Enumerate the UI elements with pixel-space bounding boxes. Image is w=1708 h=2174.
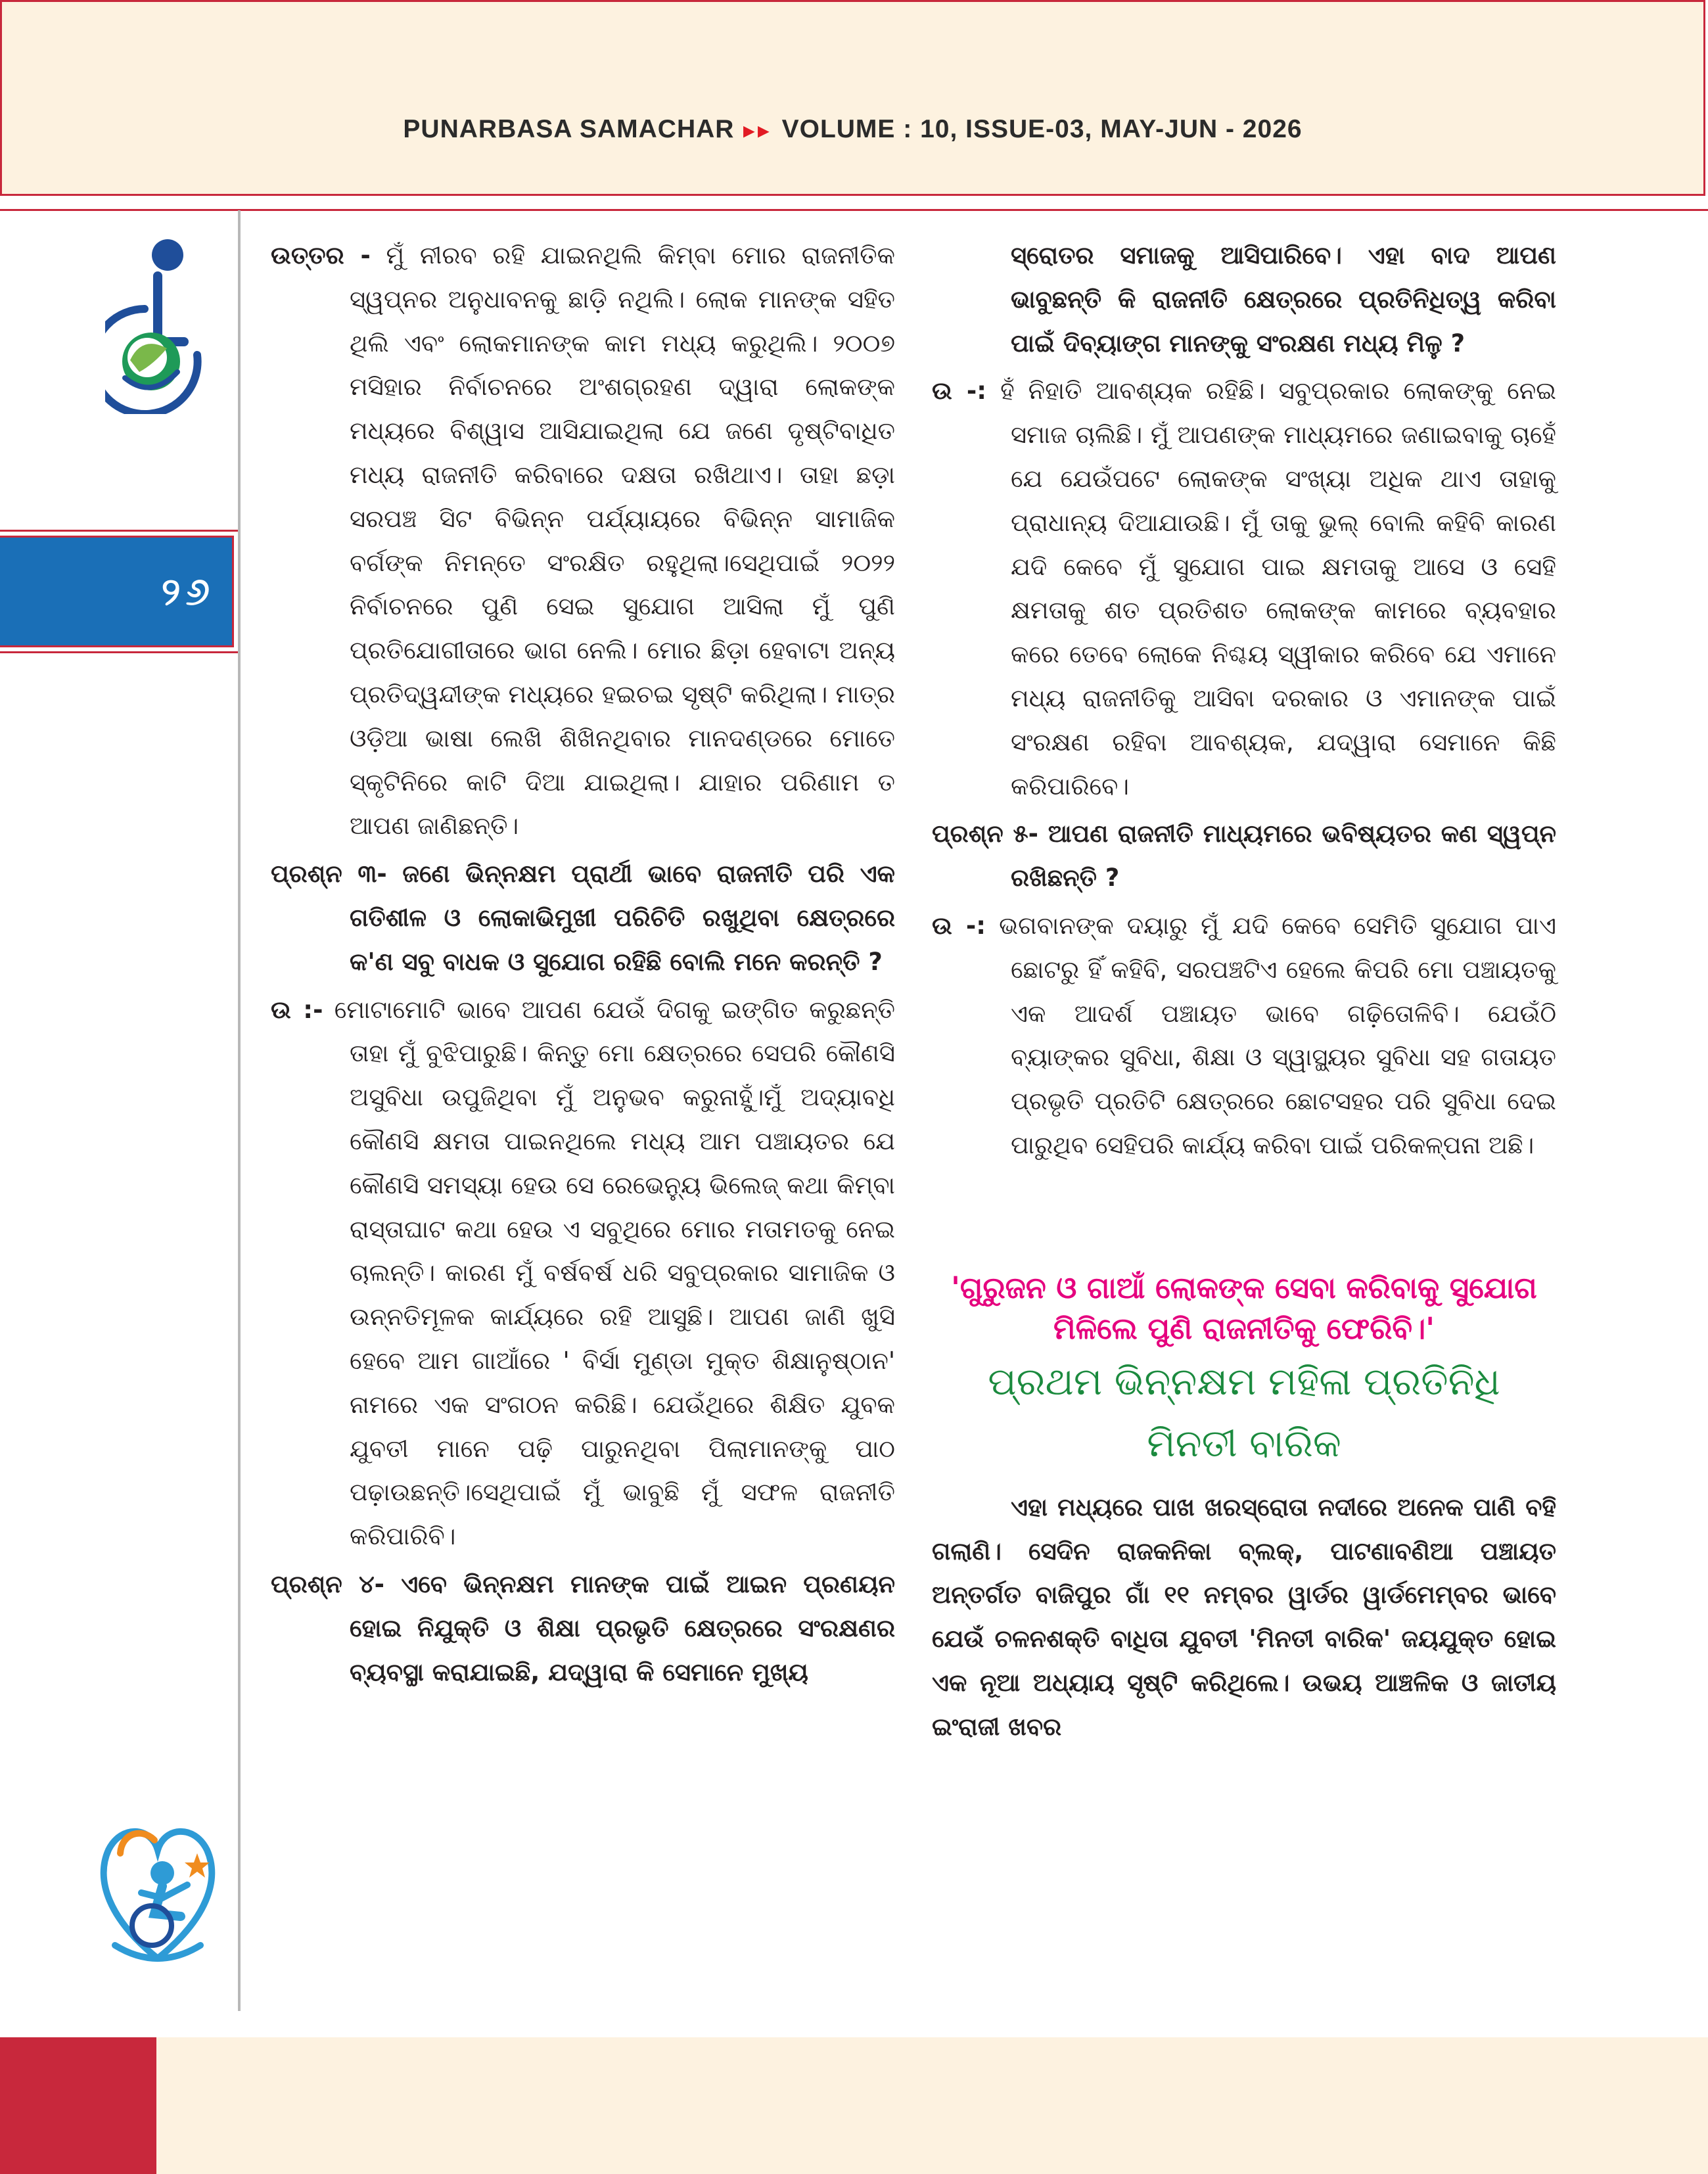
pull-quote-block (932, 1268, 1556, 1469)
masthead-text (2, 115, 1703, 144)
left-column (271, 234, 895, 1694)
answer-3-label: ଉ :- (271, 995, 323, 1024)
question-5-label: ପ୍ରଶ୍ନ ୫- (932, 820, 1038, 848)
answer-3-text: ମୋଟାମୋଟି ଭାବେ ଆପଣ ଯେଉଁ ଦିଗକୁ ଇଙ୍ଗିତ କରୁଛନ୍ତି ତାହା ମୁଁ ବୁଝିପାରୁଛି। କିନ୍ତୁ ମୋ କ୍ଷେତ୍ରରେ ସେପରି କୌଣସି ଅସୁବିଧା ଉପୁଜିଥିବା ମୁଁ ଅନୁଭବ କରୁନାହୁଁ।ମୁଁ ଅଦ୍ୟାବଧି କୌଣସି କ୍ଷମତା ପାଇନଥିଲେ ମଧ୍ୟ ଆମ ପଞ୍ଚାୟତର ଯେ କୌଣସି ସମସ୍ୟା ହେଉ ସେ ରେଭେନ୍ୟୁ ଭିଲେଜ୍ କଥା କିମ୍ବା ରାସ୍ତାଘାଟ କଥା ହେଉ ଏ ସବୁଥିରେ ମୋର ମତାମତକୁ ନେଇ ଚାଲନ୍ତି। କାରଣ ମୁଁ ବର୍ଷବର୍ଷ ଧରି ସବୁପ୍ରକାର ସାମାଜିକ ଓ ଉନ୍ନତିମୂଳକ କାର୍ଯ୍ୟରେ ରହି ଆସୁଛି। ଆପଣ ଜାଣି ଖୁସି ହେବେ ଆମ ଗାଆଁରେ ' ବିର୍ସା ମୁଣ୍ଡା ମୁକ୍ତ ଶିକ୍ଷାନୁଷ୍ଠାନ' ନାମରେ ଏକ ସଂଗଠନ କରିଛି। ଯେଉଁଥିରେ ଶିକ୍ଷିତ ଯୁବକ ଯୁବତୀ ମାନେ ପଢ଼ି ପାରୁନଥିବା ପିଲାମାନଙ୍କୁ ପାଠ ପଢ଼ାଉଛନ୍ତି।ସେଥିପାଇଁ ମୁଁ ଭାବୁଛି ମୁଁ ସଫଳ ରାଜନୀତି କରିପାରିବି। (334, 995, 896, 1551)
margin-rule (238, 210, 241, 2011)
page-number-rule-bottom (0, 651, 238, 653)
footer-band (0, 2037, 1708, 2174)
right-column (932, 234, 1556, 1749)
accessibility-logo-icon (105, 237, 230, 414)
answer-4-label: ଉ -: (932, 377, 987, 405)
question-4-label: ପ୍ରଶ୍ନ ୪- (271, 1569, 385, 1598)
issue-info: VOLUME : 10, ISSUE-03, MAY-JUN - 2026 (781, 115, 1303, 143)
question-3 (271, 852, 895, 984)
publication-name: PUNARBASA SAMACHAR (403, 115, 735, 143)
answer-4 (932, 369, 1556, 808)
answer-5 (932, 904, 1556, 1168)
answer-4-text: ହଁ ନିହାତି ଆବଶ୍ୟକ ରହିଛି। ସବୁପ୍ରକାର ଲୋକଙ୍କୁ ନେଇ ସମାଜ ଚାଲିଛି। ମୁଁ ଆପଣଙ୍କ ମାଧ୍ୟମରେ ଜଣାଇବାକୁ ଚାହେଁ ଯେ ଯେଉଁପଟେ ଲୋକଙ୍କ ସଂଖ୍ୟା ଅଧିକ ଥାଏ ତାହାକୁ ପ୍ରାଧାନ୍ୟ ଦିଆଯାଉଛି। ମୁଁ ତାକୁ ଭୁଲ୍ ବୋଲି କହିବି କାରଣ ଯଦି କେବେ ମୁଁ ସୁଯୋଗ ପାଇ କ୍ଷମତାକୁ ଆସେ ଓ ସେହି କ୍ଷମତାକୁ ଶତ ପ୍ରତିଶତ ଲୋକଙ୍କ କାମରେ ବ୍ୟବହାର କରେ ତେବେ ଲୋକେ ନିଶ୍ଚୟ ସ୍ୱୀକାର କରିବେ ଯେ ଏମାନେ ମଧ୍ୟ ରାଜନୀତିକୁ ଆସିବା ଦରକାର ଓ ଏମାନଙ୍କ ପାଇଁ ସଂରକ୍ଷଣ ରହିବା ଆବଶ୍ୟକ, ଯଦ୍ୱାରା ସେମାନେ କିଛି କରିପାରିବେ। (1000, 377, 1556, 800)
answer-2-text: ମୁଁ ନୀରବ ରହି ଯାଇନଥିଲି କିମ୍ବା ମୋର ରାଜନୀତିକ ସ୍ୱପ୍ନର ଅନୁଧାବନକୁ ଛାଡ଼ି ନଥିଲି। ଲୋକ ମାନଙ୍କ ସହିତ ଥିଲି ଏବଂ ଲୋକମାନଙ୍କ କାମ ମଧ୍ୟ କରୁଥିଲି। ୨୦୦୭ ମସିହାର ନିର୍ବାଚନରେ ଅଂଶଗ୍ରହଣ ଦ୍ୱାରା ଲୋକଙ୍କ ମଧ୍ୟରେ ବିଶ୍ୱାସ ଆସିଯାଇଥିଲା ଯେ ଜଣେ ଦୃଷ୍ଟିବାଧିତ ମଧ୍ୟ ରାଜନୀତି କରିବାରେ ଦକ୍ଷତା ରଖିଥାଏ। ତାହା ଛଡ଼ା ସରପଞ୍ଚ ସିଟ ବିଭିନ୍ନ ପର୍ଯ୍ୟାୟରେ ବିଭିନ୍ନ ସାମାଜିକ ବର୍ଗଙ୍କ ନିମନ୍ତେ ସଂରକ୍ଷିତ ରହୁଥିଲା।ସେଥିପାଇଁ ୨୦୨୨ ନିର୍ବାଚନରେ ପୁଣି ସେଇ ସୁଯୋଗ ଆସିଲା ମୁଁ ପୁଣି ପ୍ରତିଯୋଗୀତାରେ ଭାଗ ନେଲି। ମୋର ଛିଡ଼ା ହେବାଟା ଅନ୍ୟ ପ୍ରତିଦ୍ୱନ୍ଦୀଙ୍କ ମଧ୍ୟରେ ହଇଚଇ ସୃଷ୍ଟି କରିଥିଲା। ମାତ୍ର ଓଡ଼ିଆ ଭାଷା ଲେଖି ଶିଖିନଥିବାର ମାନଦଣ୍ଡରେ ମୋତେ ସ୍କୃଟିନିରେ କାଟି ଦିଆ ଯାଇଥିଲା। ଯାହାର ପରିଣାମ ତ ଆପଣ ଜାଣିଛନ୍ତି। (350, 241, 895, 841)
answer-5-text: ଭଗବାନଙ୍କ ଦୟାରୁ ମୁଁ ଯଦି କେବେ ସେମିତି ସୁଯୋଗ ପାଏ ଛୋଟରୁ ହିଁ କହିବି, ସରପଞ୍ଚଟିଏ ହେଲେ କିପରି ମୋ ପଞ୍ଚାୟତକୁ ଏକ ଆଦର୍ଶ ପଞ୍ଚାୟତ ଭାବେ ଗଢ଼ିତୋଳିବି। ଯେଉଁଠି ବ୍ୟାଙ୍କର ସୁବିଧା, ଶିକ୍ଷା ଓ ସ୍ୱାସ୍ଥ୍ୟର ସୁବିଧା ସହ ଗତାୟତ ପ୍ରଭୃତି ପ୍ରତିଟି କ୍ଷେତ୍ରରେ ଛୋଟସହର ପରି ସୁବିଧା ଦେଇ ପାରୁଥିବ ସେହିପରି କାର୍ଯ୍ୟ କରିବା ପାଇଁ ପରିକଳ୍ପନା ଅଛି। (999, 911, 1556, 1159)
pull-quote: 'ଗୁରୁଜନ ଓ ଗାଆଁ ଲୋକଙ୍କ ସେବା କରିବାକୁ ସୁଯୋଗ ମିଳିଲେ ପୁଣି ରାଜନୀତିକୁ ଫେରିବି।' (951, 1270, 1537, 1346)
page-number-rule-top (0, 530, 238, 532)
question-3-label: ପ୍ରଶ୍ନ ୩- (271, 860, 387, 889)
question-3-text: ଜଣେ ଭିନ୍ନକ୍ଷମ ପ୍ରାର୍ଥୀ ଭାବେ ରାଜନୀତି ପରି ଏକ ଗତିଶୀଳ ଓ ଲୋକାଭିମୁଖୀ ପରିଚିତି ରଖୁଥିବା କ୍ଷେତ୍ରରେ କ'ଣ ସବୁ ବାଧକ ଓ ସୁଯୋଗ ରହିଛି ବୋଲି ମନେ କରନ୍ତି ? (350, 860, 895, 976)
page-number: ୨୬ (161, 569, 215, 614)
question-5 (932, 812, 1556, 900)
masthead-arrows: ▸▸ (743, 118, 773, 142)
footer-accent (0, 2037, 156, 2174)
question-4-continued: ସ୍ରୋତର ସମାଜକୁ ଆସିପାରିବେ। ଏହା ବାଦ ଆପଣ ଭାବୁଛନ୍ତି କି ରାଜନୀତି କ୍ଷେତ୍ରରେ ପ୍ରତିନିଧିତ୍ୱ କରିବା ପାଇଁ ଦିବ୍ୟାଙ୍ଗ ମାନଙ୍କୁ ସଂରକ୍ଷଣ ମଧ୍ୟ ମିଳୁ ? (1011, 241, 1556, 358)
header-rule (0, 209, 1708, 211)
article-body: ଏହା ମଧ୍ୟରେ ପାଖ ଖରସ୍ରୋତା ନଦୀରେ ଅନେକ ପାଣି ବହି ଗଲାଣି। ସେଦିନ ରାଜକନିକା ବ୍ଲକ୍, ପାଟଣାବଣିଆ ପଞ୍ଚାୟତ ଅନ୍ତର୍ଗତ ବାଜିପୁର ଗାଁ ୧୧ ନମ୍ବର ୱାର୍ଡର ୱାର୍ଡମେମ୍ବର ଭାବେ ଯେଉଁ ଚଳନଶକ୍ତି ବାଧିତା ଯୁବତୀ 'ମିନତୀ ବାରିକ' ଜୟଯୁକ୍ତ ହୋଇ ଏକ ନୂଆ ଅଧ୍ୟାୟ ସୃଷ୍ଟି କରିଥିଲେ। ଉଭୟ ଆଞ୍ଚଳିକ ଓ ଜାତୀୟ ଇଂରାଜୀ ଖବର (932, 1492, 1556, 1741)
question-4 (271, 1563, 895, 1694)
answer-5-label: ଉ -: (932, 911, 986, 940)
answer-2-label: ଉତ୍ତର - (271, 241, 371, 269)
inclusion-heart-logo-icon (89, 1735, 227, 1985)
article-title: ପ୍ରଥମ ଭିନ୍ନକ୍ଷମ ମହିଳା ପ୍ରତିନିଧି (988, 1358, 1500, 1404)
article-subtitle: ମିନତୀ ବାରିକ (1147, 1420, 1341, 1466)
answer-2 (271, 234, 895, 848)
answer-3 (271, 988, 895, 1559)
masthead (0, 0, 1705, 196)
page-number-box (0, 536, 234, 647)
question-5-text: ଆପଣ ରାଜନୀତି ମାଧ୍ୟମରେ ଭବିଷ୍ୟତର କଣ ସ୍ୱପ୍ନ ରଖିଛନ୍ତି ? (1011, 820, 1556, 892)
question-4-text: ଏବେ ଭିନ୍ନକ୍ଷମ ମାନଙ୍କ ପାଇଁ ଆଇନ ପ୍ରଣୟନ ହୋଇ ନିଯୁକ୍ତି ଓ ଶିକ୍ଷା ପ୍ରଭୃତି କ୍ଷେତ୍ରରେ ସଂରକ୍ଷଣର ବ୍ୟବସ୍ଥା କରାଯାଇଛି, ଯଦ୍ୱାରା କି ସେମାନେ ମୁଖ୍ୟ (350, 1569, 895, 1686)
